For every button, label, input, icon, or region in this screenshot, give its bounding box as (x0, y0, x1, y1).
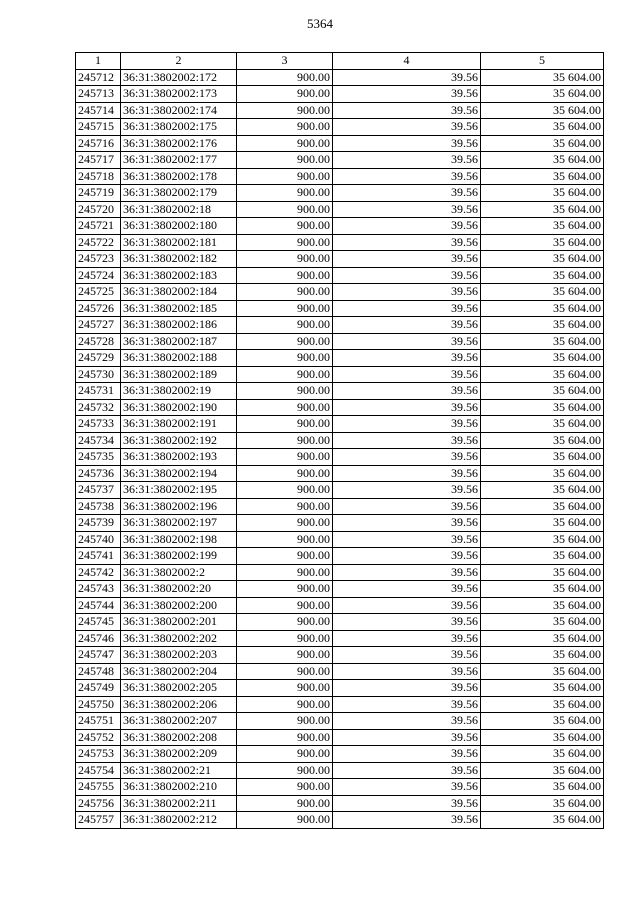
table-cell-col2: 36:31:3802002:181 (121, 234, 237, 251)
table-cell-col1: 245720 (76, 201, 121, 218)
table-row (76, 581, 604, 598)
table-cell-col4: 39.56 (333, 432, 481, 449)
table-cell-col4: 39.56 (333, 713, 481, 730)
table-cell-col1: 245724 (76, 267, 121, 284)
table-cell-col2: 36:31:3802002:172 (121, 69, 237, 86)
table-cell-col1: 245750 (76, 696, 121, 713)
table-cell-col2: 36:31:3802002:174 (121, 102, 237, 119)
column-header-5: 5 (481, 53, 604, 70)
table-cell-col3: 900.00 (237, 597, 333, 614)
table-row (76, 234, 604, 251)
table-cell-col4: 39.56 (333, 86, 481, 103)
table-row (76, 185, 604, 202)
table-cell-col1: 245732 (76, 399, 121, 416)
table-cell-col1: 245736 (76, 465, 121, 482)
table-row (76, 366, 604, 383)
table-cell-col2: 36:31:3802002:173 (121, 86, 237, 103)
table-cell-col5: 35 604.00 (481, 614, 604, 631)
page-number: 5364 (307, 16, 333, 31)
table-cell-col5: 35 604.00 (481, 449, 604, 466)
table-cell-col2: 36:31:3802002:210 (121, 779, 237, 796)
table-row (76, 597, 604, 614)
data-table (75, 52, 604, 829)
table-cell-col4: 39.56 (333, 449, 481, 466)
table-cell-col4: 39.56 (333, 350, 481, 367)
table-cell-col4: 39.56 (333, 779, 481, 796)
table-cell-col3: 900.00 (237, 185, 333, 202)
table-cell-col3: 900.00 (237, 168, 333, 185)
table-cell-col5: 35 604.00 (481, 350, 604, 367)
table-cell-col5: 35 604.00 (481, 317, 604, 334)
table-cell-col1: 245713 (76, 86, 121, 103)
table-cell-col5: 35 604.00 (481, 548, 604, 565)
table-cell-col4: 39.56 (333, 185, 481, 202)
table-cell-col5: 35 604.00 (481, 762, 604, 779)
table-row (76, 152, 604, 169)
table-row (76, 300, 604, 317)
table-cell-col1: 245755 (76, 779, 121, 796)
table-cell-col1: 245737 (76, 482, 121, 499)
table-cell-col3: 900.00 (237, 795, 333, 812)
table-cell-col4: 39.56 (333, 680, 481, 697)
table-cell-col2: 36:31:3802002:198 (121, 531, 237, 548)
table-cell-col3: 900.00 (237, 779, 333, 796)
table-cell-col1: 245754 (76, 762, 121, 779)
table-cell-col1: 245752 (76, 729, 121, 746)
table-cell-col3: 900.00 (237, 218, 333, 235)
table-cell-col5: 35 604.00 (481, 267, 604, 284)
table-row (76, 69, 604, 86)
table-cell-col2: 36:31:3802002:189 (121, 366, 237, 383)
table-cell-col2: 36:31:3802002:21 (121, 762, 237, 779)
table-cell-col2: 36:31:3802002:190 (121, 399, 237, 416)
table-cell-col5: 35 604.00 (481, 201, 604, 218)
table-cell-col5: 35 604.00 (481, 218, 604, 235)
table-cell-col5: 35 604.00 (481, 366, 604, 383)
table-cell-col5: 35 604.00 (481, 152, 604, 169)
table-cell-col3: 900.00 (237, 416, 333, 433)
table-cell-col5: 35 604.00 (481, 416, 604, 433)
table-cell-col3: 900.00 (237, 449, 333, 466)
table-row (76, 267, 604, 284)
table-cell-col5: 35 604.00 (481, 729, 604, 746)
table-cell-col2: 36:31:3802002:199 (121, 548, 237, 565)
table-cell-col1: 245731 (76, 383, 121, 400)
table-cell-col4: 39.56 (333, 168, 481, 185)
table-cell-col4: 39.56 (333, 284, 481, 301)
table-cell-col2: 36:31:3802002:193 (121, 449, 237, 466)
column-header-4: 4 (333, 53, 481, 70)
table-cell-col1: 245757 (76, 812, 121, 829)
table-cell-col1: 245730 (76, 366, 121, 383)
table-row (76, 713, 604, 730)
table-cell-col4: 39.56 (333, 482, 481, 499)
table-header (76, 53, 604, 70)
table-cell-col1: 245756 (76, 795, 121, 812)
table-cell-col3: 900.00 (237, 564, 333, 581)
table-cell-col3: 900.00 (237, 432, 333, 449)
table-row (76, 680, 604, 697)
table-row (76, 251, 604, 268)
table-cell-col5: 35 604.00 (481, 663, 604, 680)
table-cell-col3: 900.00 (237, 300, 333, 317)
table-cell-col2: 36:31:3802002:18 (121, 201, 237, 218)
table-cell-col2: 36:31:3802002:188 (121, 350, 237, 367)
table-cell-col5: 35 604.00 (481, 399, 604, 416)
table-cell-col5: 35 604.00 (481, 333, 604, 350)
table-row (76, 416, 604, 433)
table-row (76, 135, 604, 152)
table-row (76, 399, 604, 416)
table-cell-col1: 245741 (76, 548, 121, 565)
table-cell-col5: 35 604.00 (481, 515, 604, 532)
table-cell-col3: 900.00 (237, 548, 333, 565)
table-cell-col3: 900.00 (237, 86, 333, 103)
table-cell-col2: 36:31:3802002:196 (121, 498, 237, 515)
table-row (76, 432, 604, 449)
table-cell-col3: 900.00 (237, 251, 333, 268)
table-cell-col2: 36:31:3802002:201 (121, 614, 237, 631)
table-cell-col2: 36:31:3802002:204 (121, 663, 237, 680)
table-row (76, 102, 604, 119)
table-cell-col4: 39.56 (333, 333, 481, 350)
table-cell-col2: 36:31:3802002:186 (121, 317, 237, 334)
table-cell-col4: 39.56 (333, 762, 481, 779)
table-cell-col3: 900.00 (237, 614, 333, 631)
table-cell-col1: 245734 (76, 432, 121, 449)
table-row (76, 746, 604, 763)
table-cell-col1: 245714 (76, 102, 121, 119)
table-row (76, 614, 604, 631)
table-cell-col2: 36:31:3802002:180 (121, 218, 237, 235)
table-cell-col1: 245718 (76, 168, 121, 185)
table-row (76, 515, 604, 532)
table-row (76, 498, 604, 515)
table-cell-col4: 39.56 (333, 102, 481, 119)
table-cell-col2: 36:31:3802002:208 (121, 729, 237, 746)
table-cell-col1: 245748 (76, 663, 121, 680)
table-cell-col2: 36:31:3802002:203 (121, 647, 237, 664)
table-row (76, 779, 604, 796)
table-cell-col3: 900.00 (237, 333, 333, 350)
table-cell-col3: 900.00 (237, 696, 333, 713)
table-cell-col4: 39.56 (333, 399, 481, 416)
table-cell-col4: 39.56 (333, 614, 481, 631)
table-cell-col5: 35 604.00 (481, 597, 604, 614)
table-cell-col3: 900.00 (237, 812, 333, 829)
table-cell-col5: 35 604.00 (481, 168, 604, 185)
table-cell-col2: 36:31:3802002:207 (121, 713, 237, 730)
table-cell-col1: 245729 (76, 350, 121, 367)
table-cell-col1: 245717 (76, 152, 121, 169)
table-cell-col1: 245746 (76, 630, 121, 647)
table-cell-col3: 900.00 (237, 201, 333, 218)
table-row (76, 647, 604, 664)
table-cell-col2: 36:31:3802002:202 (121, 630, 237, 647)
table-cell-col5: 35 604.00 (481, 630, 604, 647)
table-cell-col5: 35 604.00 (481, 432, 604, 449)
table-cell-col4: 39.56 (333, 135, 481, 152)
table-cell-col3: 900.00 (237, 135, 333, 152)
table-cell-col3: 900.00 (237, 383, 333, 400)
table-cell-col5: 35 604.00 (481, 498, 604, 515)
table-row (76, 531, 604, 548)
table-cell-col4: 39.56 (333, 548, 481, 565)
table-row (76, 482, 604, 499)
table-row (76, 86, 604, 103)
table-cell-col2: 36:31:3802002:178 (121, 168, 237, 185)
table-cell-col4: 39.56 (333, 746, 481, 763)
table-cell-col1: 245743 (76, 581, 121, 598)
table-cell-col4: 39.56 (333, 465, 481, 482)
table-row (76, 218, 604, 235)
table-cell-col2: 36:31:3802002:20 (121, 581, 237, 598)
table-cell-col2: 36:31:3802002:184 (121, 284, 237, 301)
table-cell-col1: 245728 (76, 333, 121, 350)
table-cell-col2: 36:31:3802002:183 (121, 267, 237, 284)
table-cell-col3: 900.00 (237, 152, 333, 169)
table-cell-col4: 39.56 (333, 300, 481, 317)
table-cell-col1: 245715 (76, 119, 121, 136)
table-cell-col1: 245745 (76, 614, 121, 631)
table-cell-col3: 900.00 (237, 680, 333, 697)
table-row (76, 201, 604, 218)
table-cell-col3: 900.00 (237, 465, 333, 482)
table-cell-col1: 245742 (76, 564, 121, 581)
table-cell-col1: 245725 (76, 284, 121, 301)
table-cell-col5: 35 604.00 (481, 251, 604, 268)
column-header-1: 1 (76, 53, 121, 70)
table-cell-col3: 900.00 (237, 729, 333, 746)
table-cell-col3: 900.00 (237, 399, 333, 416)
table-cell-col5: 35 604.00 (481, 465, 604, 482)
table-cell-col3: 900.00 (237, 647, 333, 664)
table-cell-col5: 35 604.00 (481, 696, 604, 713)
table-cell-col2: 36:31:3802002:195 (121, 482, 237, 499)
table-cell-col3: 900.00 (237, 366, 333, 383)
table-row (76, 762, 604, 779)
table-cell-col2: 36:31:3802002:19 (121, 383, 237, 400)
table-cell-col5: 35 604.00 (481, 564, 604, 581)
header-row (76, 53, 604, 70)
table-cell-col4: 39.56 (333, 531, 481, 548)
table-cell-col2: 36:31:3802002:187 (121, 333, 237, 350)
table-cell-col1: 245753 (76, 746, 121, 763)
table-cell-col4: 39.56 (333, 696, 481, 713)
table-cell-col4: 39.56 (333, 647, 481, 664)
table-row (76, 548, 604, 565)
table-row (76, 663, 604, 680)
table-cell-col2: 36:31:3802002:206 (121, 696, 237, 713)
table-row (76, 383, 604, 400)
table-cell-col4: 39.56 (333, 119, 481, 136)
table-row (76, 350, 604, 367)
table-cell-col2: 36:31:3802002:185 (121, 300, 237, 317)
table-cell-col5: 35 604.00 (481, 581, 604, 598)
table-cell-col2: 36:31:3802002:2 (121, 564, 237, 581)
table-cell-col5: 35 604.00 (481, 531, 604, 548)
table-cell-col3: 900.00 (237, 317, 333, 334)
table-cell-col4: 39.56 (333, 234, 481, 251)
table-cell-col2: 36:31:3802002:176 (121, 135, 237, 152)
table-cell-col1: 245723 (76, 251, 121, 268)
table-cell-col4: 39.56 (333, 201, 481, 218)
table-cell-col1: 245747 (76, 647, 121, 664)
table-cell-col4: 39.56 (333, 812, 481, 829)
table-cell-col2: 36:31:3802002:205 (121, 680, 237, 697)
table-cell-col3: 900.00 (237, 482, 333, 499)
table-cell-col1: 245749 (76, 680, 121, 697)
table-cell-col5: 35 604.00 (481, 300, 604, 317)
table-cell-col3: 900.00 (237, 515, 333, 532)
table-cell-col4: 39.56 (333, 795, 481, 812)
table-cell-col5: 35 604.00 (481, 795, 604, 812)
table-row (76, 317, 604, 334)
table-cell-col5: 35 604.00 (481, 69, 604, 86)
table-cell-col4: 39.56 (333, 597, 481, 614)
table-cell-col3: 900.00 (237, 498, 333, 515)
column-header-3: 3 (237, 53, 333, 70)
table-cell-col2: 36:31:3802002:175 (121, 119, 237, 136)
table-cell-col2: 36:31:3802002:192 (121, 432, 237, 449)
table-cell-col3: 900.00 (237, 746, 333, 763)
table-cell-col4: 39.56 (333, 366, 481, 383)
table-cell-col1: 245727 (76, 317, 121, 334)
table-cell-col1: 245722 (76, 234, 121, 251)
table-cell-col5: 35 604.00 (481, 234, 604, 251)
table-cell-col4: 39.56 (333, 515, 481, 532)
table-cell-col3: 900.00 (237, 284, 333, 301)
table-row (76, 119, 604, 136)
table-cell-col4: 39.56 (333, 218, 481, 235)
table-cell-col2: 36:31:3802002:179 (121, 185, 237, 202)
table-cell-col2: 36:31:3802002:182 (121, 251, 237, 268)
table-cell-col2: 36:31:3802002:211 (121, 795, 237, 812)
table-cell-col4: 39.56 (333, 416, 481, 433)
table-cell-col4: 39.56 (333, 152, 481, 169)
table-cell-col2: 36:31:3802002:209 (121, 746, 237, 763)
table-cell-col5: 35 604.00 (481, 779, 604, 796)
table-row (76, 812, 604, 829)
table-cell-col1: 245712 (76, 69, 121, 86)
table-cell-col3: 900.00 (237, 663, 333, 680)
table-cell-col4: 39.56 (333, 383, 481, 400)
table-cell-col1: 245740 (76, 531, 121, 548)
table-cell-col5: 35 604.00 (481, 746, 604, 763)
table-cell-col3: 900.00 (237, 119, 333, 136)
table-row (76, 696, 604, 713)
table-cell-col1: 245721 (76, 218, 121, 235)
table-cell-col2: 36:31:3802002:197 (121, 515, 237, 532)
table-cell-col3: 900.00 (237, 531, 333, 548)
table-cell-col5: 35 604.00 (481, 482, 604, 499)
table-cell-col4: 39.56 (333, 69, 481, 86)
table-row (76, 729, 604, 746)
table-cell-col1: 245744 (76, 597, 121, 614)
table-cell-col1: 245751 (76, 713, 121, 730)
table-cell-col5: 35 604.00 (481, 680, 604, 697)
table-cell-col5: 35 604.00 (481, 102, 604, 119)
table-cell-col1: 245719 (76, 185, 121, 202)
table-cell-col1: 245733 (76, 416, 121, 433)
table-row (76, 284, 604, 301)
table-cell-col3: 900.00 (237, 267, 333, 284)
table-cell-col4: 39.56 (333, 251, 481, 268)
table-cell-col2: 36:31:3802002:194 (121, 465, 237, 482)
table-cell-col1: 245739 (76, 515, 121, 532)
table-cell-col3: 900.00 (237, 713, 333, 730)
table-cell-col4: 39.56 (333, 630, 481, 647)
table-row (76, 168, 604, 185)
table-cell-col4: 39.56 (333, 267, 481, 284)
column-header-2: 2 (121, 53, 237, 70)
table-cell-col5: 35 604.00 (481, 185, 604, 202)
table-cell-col3: 900.00 (237, 630, 333, 647)
table-cell-col4: 39.56 (333, 498, 481, 515)
table-cell-col2: 36:31:3802002:177 (121, 152, 237, 169)
table-cell-col5: 35 604.00 (481, 135, 604, 152)
table-cell-col5: 35 604.00 (481, 383, 604, 400)
table-body (76, 69, 604, 828)
table-cell-col3: 900.00 (237, 69, 333, 86)
table-row (76, 795, 604, 812)
table-cell-col5: 35 604.00 (481, 86, 604, 103)
table-cell-col1: 245735 (76, 449, 121, 466)
table-cell-col3: 900.00 (237, 581, 333, 598)
table-cell-col4: 39.56 (333, 317, 481, 334)
table-cell-col4: 39.56 (333, 564, 481, 581)
table-row (76, 564, 604, 581)
table-cell-col2: 36:31:3802002:200 (121, 597, 237, 614)
table-cell-col4: 39.56 (333, 663, 481, 680)
table-cell-col2: 36:31:3802002:191 (121, 416, 237, 433)
table-cell-col3: 900.00 (237, 234, 333, 251)
table-row (76, 630, 604, 647)
table-cell-col3: 900.00 (237, 102, 333, 119)
table-cell-col1: 245716 (76, 135, 121, 152)
table-row (76, 465, 604, 482)
table-cell-col4: 39.56 (333, 581, 481, 598)
table-cell-col3: 900.00 (237, 762, 333, 779)
table-cell-col5: 35 604.00 (481, 647, 604, 664)
table-row (76, 449, 604, 466)
table-cell-col5: 35 604.00 (481, 284, 604, 301)
table-cell-col2: 36:31:3802002:212 (121, 812, 237, 829)
table-cell-col5: 35 604.00 (481, 812, 604, 829)
table-cell-col4: 39.56 (333, 729, 481, 746)
table-cell-col5: 35 604.00 (481, 119, 604, 136)
table-cell-col1: 245738 (76, 498, 121, 515)
table-cell-col3: 900.00 (237, 350, 333, 367)
table-row (76, 333, 604, 350)
table-cell-col1: 245726 (76, 300, 121, 317)
table-cell-col5: 35 604.00 (481, 713, 604, 730)
